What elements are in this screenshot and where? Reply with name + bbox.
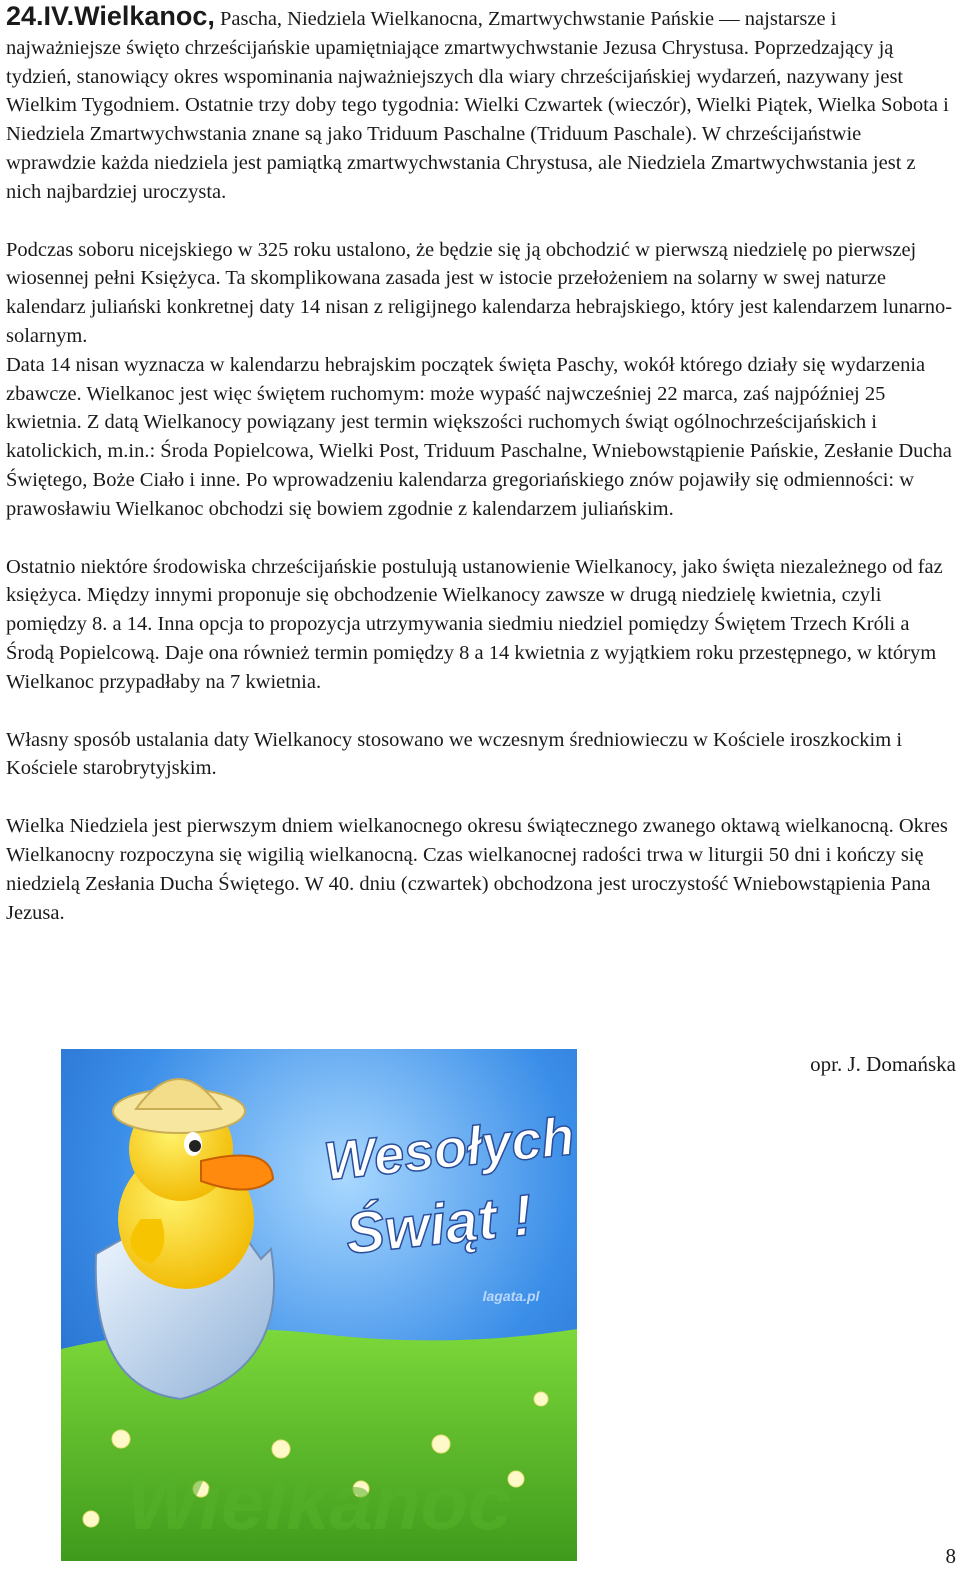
document-body (6, 2, 956, 927)
easter-card-image (61, 1049, 577, 1561)
paragraph-4: Ostatnio niektóre środowiska chrześcijańskie postulują ustanowienie Wielkanocy, jako święta niezależnego od faz księżyca. Między innymi proponuje się obchodzenie Wielkanocy zawsze w drugą niedzielę kwietnia, czyli pomiędzy 8. a 14. Inna opcja to propozycja utrzymywania siedmiu niedziel pomiędzy Świętem Trzech Króli a Środą Popielcową. Daje ona również termin pomiędzy 8 a 14 kwietnia z wyjątkiem roku przestępnego, w którym Wielkanoc przypadłaby na 7 kwietnia. (6, 555, 943, 693)
greeting-line-1: Wesołych (321, 1106, 577, 1193)
paragraph-6: Wielka Niedziela jest pierwszym dniem wielkanocnego okresu świątecznego zwanego oktawą wielkanocną. Okres Wielkanocny rozpoczyna się wigilią wielkanocną. Czas wielkanocnej radości trwa w liturgii 50 dni i kończy się niedzielą Zesłania Ducha Świętego. W 40. dniu (czwartek) obchodzona jest uroczystość Wniebowstąpienia Pana Jezusa. (6, 815, 948, 924)
paragraph-1-text: Pascha, Niedziela Wielkanocna, Zmartwychwstanie Pańskie — najstarsze i najważniejsze święto chrześcijańskie upamiętniające zmartwychwstanie Jezusa Chrystusa. Poprzedzający ją tydzień, stanowiący okres wspominania najważniejszych dla wiary chrześcijańskiej wydarzeń, nazywany jest Wielkim Tygodniem. Ostatnie trzy doby tego tygodnia: Wielki Czwartek (wieczór), Wielki Piątek, Wielka Sobota i Niedziela Zmartwychwstania znane są jako Triduum Paschalne (Triduum Paschale). W chrześcijaństwie wprawdzie każda niedziela jest pamiątką zmartwychwstania Chrystusa, ale Niedziela Zmartwychwstania jest z nich najbardziej uroczysta. (6, 8, 949, 203)
paragraph-2: Podczas soboru nicejskiego w 325 roku ustalono, że będzie się ją obchodzić w pierwszą niedzielę po pierwszej wiosennej pełni Księżyca. Ta skomplikowana zasada jest w istocie przełożeniem na solarny w swej naturze kalendarz juliański konkretnej daty 14 nisan z religijnego kalendarza hebrajskiego, który jest kalendarzem lunarno-solarnym. (6, 238, 953, 347)
page-number: 8 (945, 1544, 956, 1568)
watermark: lagata.pl (482, 1288, 540, 1304)
author: opr. J. Domańska (810, 1052, 956, 1076)
paragraph-5: Własny sposób ustalania daty Wielkanocy stosowano we wczesnym średniowieczu w Kościele iroszkockim i Kościele starobrytyjskim. (6, 728, 903, 780)
bottom-text: Wielkanoc (126, 1458, 512, 1546)
headline: 24.IV.Wielkanoc, (6, 1, 215, 31)
paragraph-3: Data 14 nisan wyznacza w kalendarzu hebrajskim początek święta Paschy, wokół którego działy się wydarzenia zbawcze. Wielkanoc jest więc świętem ruchomym: może wypaść najwcześniej 22 marca, zaś najpóźniej 25 kwietnia. Z datą Wielkanocy powiązany jest termin większości ruchomych świąt ogólnochrześcijańskich i katolickich, m.in.: Środa Popielcowa, Wielki Post, Triduum Paschalne, Wniebowstąpienie Pańskie, Zesłanie Ducha Świętego, Boże Ciało i inne. Po wprowadzeniu kalendarza gregoriańskiego znów pojawiły się odmienności: w prawosławiu Wielkanoc obchodzi się bowiem zgodnie z kalendarzem juliańskim. (6, 353, 952, 520)
paragraph-1 (6, 2, 956, 207)
greeting-line-2: Świąt ! (342, 1182, 536, 1267)
